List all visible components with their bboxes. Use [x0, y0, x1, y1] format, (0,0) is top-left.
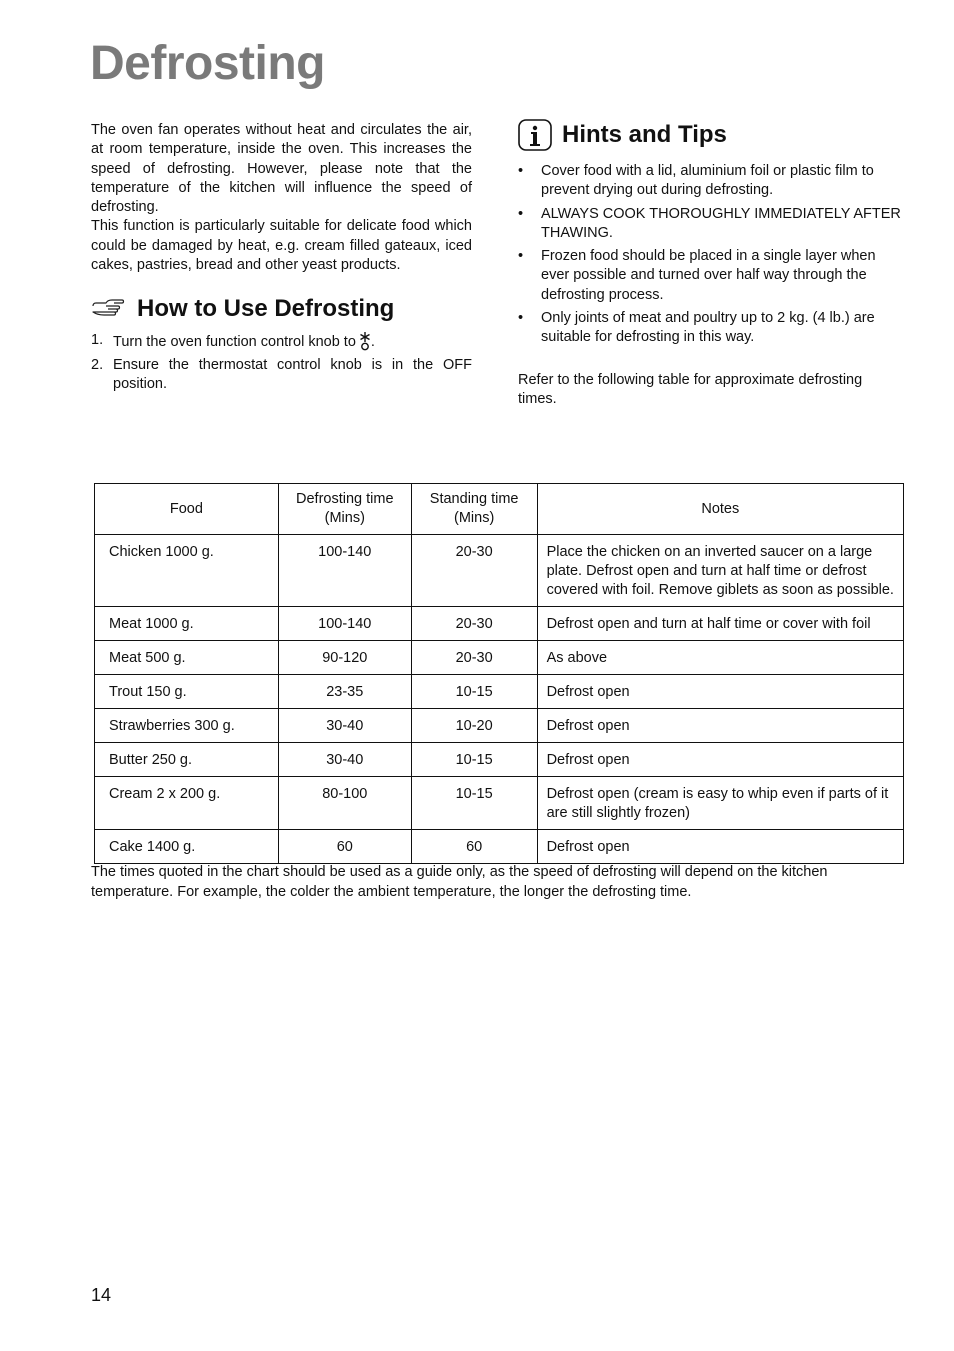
cell-standing-time: 10-15 [411, 743, 537, 777]
cell-defrosting-time: 90-120 [278, 641, 411, 675]
header-defrosting-line1: Defrosting time [296, 491, 394, 507]
bullet: • [518, 310, 524, 327]
cell-standing-time: 10-15 [411, 777, 537, 830]
table-row [95, 743, 904, 777]
cell-defrosting-time: 30-40 [278, 709, 411, 743]
list-item [91, 356, 472, 395]
how-to-heading-row [91, 295, 472, 323]
cell-notes: Defrost open [537, 830, 903, 864]
hints-list [518, 162, 904, 348]
cell-defrosting-time: 23-35 [278, 675, 411, 709]
hint-text: Cover food with a lid, aluminium foil or plastic film to prevent drying out during defrosting. [541, 163, 874, 199]
cell-notes: As above [537, 641, 903, 675]
table-row [95, 535, 904, 607]
table-header-row [95, 484, 904, 535]
cell-food: Meat 1000 g. [95, 607, 279, 641]
header-standing-line1: Standing time [429, 491, 519, 507]
page-title: Defrosting [90, 37, 325, 90]
step-text [113, 331, 472, 352]
step-2-text: Ensure the thermostat control knob is in the OFF position. [113, 356, 472, 392]
bullet: • [518, 205, 524, 222]
cell-food: Cream 2 x 200 g. [95, 777, 279, 830]
cell-standing-time: 20-30 [411, 607, 537, 641]
cell-standing-time: 10-15 [411, 675, 537, 709]
cell-standing-time: 20-30 [411, 641, 537, 675]
cell-defrosting-time: 60 [278, 830, 411, 864]
cell-notes: Defrost open [537, 709, 903, 743]
header-food: Food [95, 484, 279, 535]
cell-food: Butter 250 g. [95, 743, 279, 777]
list-item [518, 247, 904, 305]
hint-text: Frozen food should be placed in a single layer when ever possible and turned over half way through the defrosting process. [541, 248, 876, 303]
list-item [91, 331, 472, 352]
cell-food: Meat 500 g. [95, 641, 279, 675]
footer-paragraph: The times quoted in the chart should be used as a guide only, as the speed of defrosting will depend on the kitchen temperature. For example, the colder the ambient temperature, the longer the defrosting time. [91, 864, 828, 900]
table-row [95, 641, 904, 675]
step-1-suffix: . [370, 334, 375, 351]
cell-food: Cake 1400 g. [95, 830, 279, 864]
cell-standing-time: 10-20 [411, 709, 537, 743]
table-row [95, 675, 904, 709]
header-defrosting-line2: (Mins) [324, 510, 365, 526]
cell-notes: Defrost open and turn at half time or cover with foil [537, 607, 903, 641]
right-column [518, 118, 904, 409]
refer-paragraph: Refer to the following table for approximate defrosting times. [518, 371, 863, 407]
left-column [91, 121, 472, 397]
list-item [518, 162, 904, 201]
defrost-symbol-icon [359, 331, 371, 351]
hints-heading-row [518, 118, 904, 152]
hint-text: Only joints of meat and poultry up to 2 kg. (4 lb.) are suitable for defrosting in this way. [541, 310, 875, 346]
table-row [95, 607, 904, 641]
cell-food: Chicken 1000 g. [95, 535, 279, 607]
how-to-steps [91, 331, 472, 394]
header-notes: Notes [537, 484, 903, 535]
step-number: 2. [91, 356, 104, 373]
list-item [518, 309, 904, 348]
cell-standing-time: 60 [411, 830, 537, 864]
cell-notes: Defrost open (cream is easy to whip even if parts of it are still slightly frozen) [537, 777, 903, 830]
cell-defrosting-time: 100-140 [278, 535, 411, 607]
step-1-text: Turn the oven function control knob to [113, 334, 356, 351]
hints-heading: Hints and Tips [562, 121, 727, 148]
defrosting-table [94, 483, 904, 864]
how-to-heading: How to Use Defrosting [137, 295, 395, 323]
page-number: 14 [91, 1285, 112, 1305]
cell-defrosting-time: 80-100 [278, 777, 411, 830]
table-body [95, 535, 904, 864]
cell-standing-time: 20-30 [411, 535, 537, 607]
cell-notes: Place the chicken on an inverted saucer on a large plate. Defrost open and turn at half time or defrost covered with foil. Remove giblets as soon as possible. [537, 535, 903, 607]
bullet: • [518, 248, 524, 265]
header-defrosting-time [278, 484, 411, 535]
intro-paragraph-2: This function is particularly suitable for delicate food which could be damaged by heat, e.g. cream filled gateaux, iced cakes, pastries, bread and other yeast products. [91, 218, 472, 274]
cell-defrosting-time: 30-40 [278, 743, 411, 777]
table-row [95, 709, 904, 743]
cell-food: Trout 150 g. [95, 675, 279, 709]
table-row [95, 777, 904, 830]
cell-food: Strawberries 300 g. [95, 709, 279, 743]
step-number: 1. [91, 332, 104, 349]
intro-paragraph-1: The oven fan operates without heat and circulates the air, at room temperature, inside the oven. This increases the speed of defrosting. However, please note that the temperature of the kitchen will influence the speed of defrosting. [91, 122, 472, 216]
info-icon [518, 118, 552, 152]
hint-text: ALWAYS COOK THOROUGHLY IMMEDIATELY AFTER THAWING. [541, 205, 901, 241]
header-standing-line2: (Mins) [454, 510, 495, 526]
header-standing-time [411, 484, 537, 535]
bullet: • [518, 163, 524, 179]
cell-defrosting-time: 100-140 [278, 607, 411, 641]
list-item [518, 205, 904, 244]
table-row [95, 830, 904, 864]
pointing-hand-icon [91, 298, 125, 320]
cell-notes: Defrost open [537, 743, 903, 777]
cell-notes: Defrost open [537, 675, 903, 709]
